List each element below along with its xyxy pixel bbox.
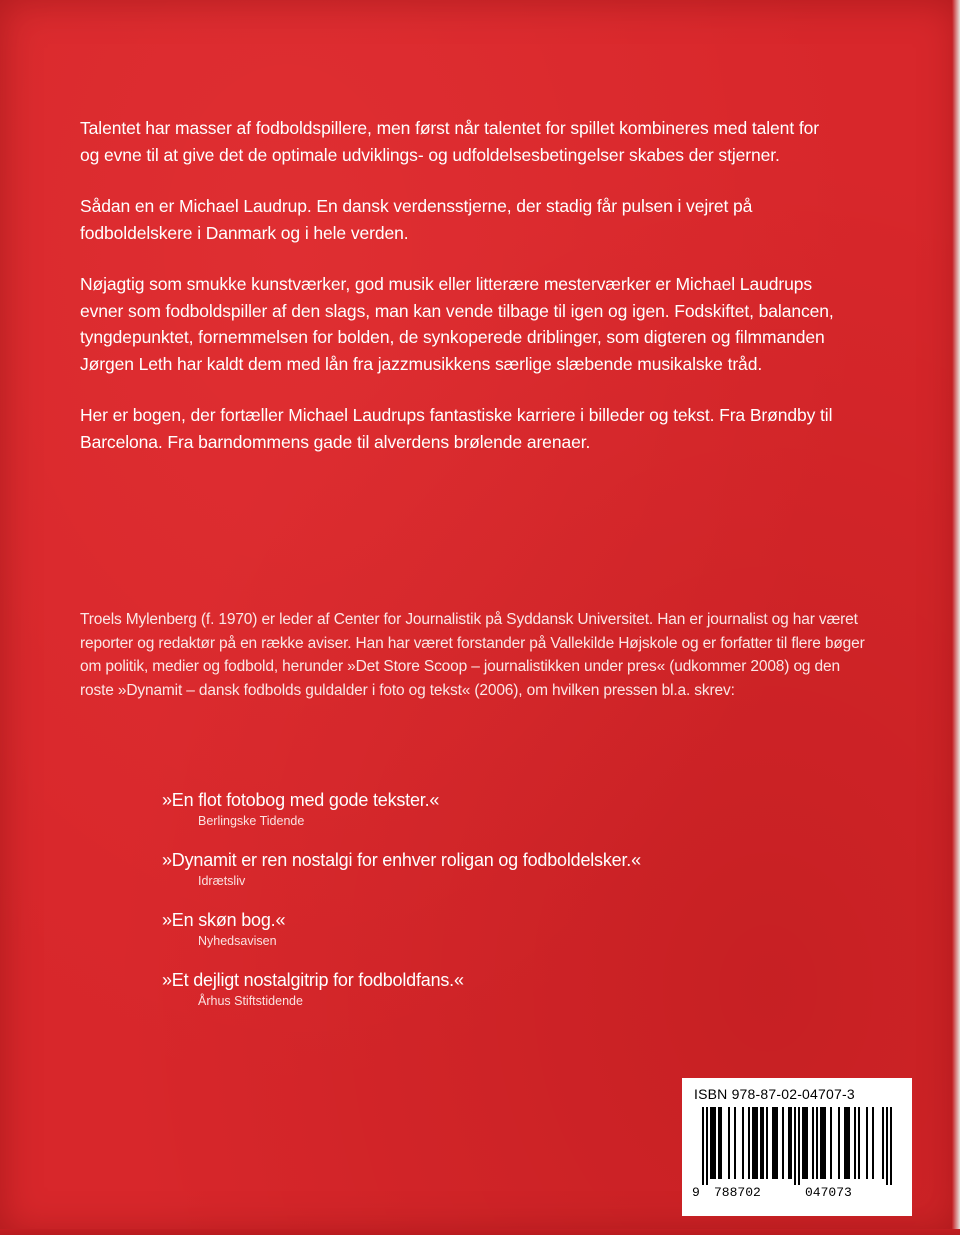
barcode-bar (772, 1107, 774, 1179)
quote-text: »Dynamit er ren nostalgi for enhver roligan og fodboldelsker.« (162, 850, 641, 870)
quote-text: »En flot fotobog med gode tekster.« (162, 790, 440, 810)
barcode-bar (824, 1107, 826, 1179)
barcode-bar (754, 1107, 756, 1179)
press-quote (162, 788, 812, 830)
barcode-bar (776, 1107, 778, 1179)
barcode-bar (760, 1107, 762, 1179)
author-bio (80, 608, 870, 702)
barcode-bar (820, 1107, 822, 1179)
barcode-bar (756, 1107, 758, 1179)
barcode-bar (866, 1107, 868, 1179)
barcode-bar (720, 1107, 722, 1179)
cover-edge (952, 0, 960, 1235)
barcode-bar (846, 1107, 848, 1179)
barcode-bar (728, 1107, 730, 1179)
press-quote (162, 848, 812, 890)
cover-edge-bottom (0, 1229, 960, 1235)
quote-source: Århus Stiftstidende (198, 994, 303, 1008)
barcode-bar (848, 1107, 850, 1179)
barcode-right-digits: 047073 (805, 1185, 852, 1200)
quote-source: Berlingske Tidende (198, 814, 305, 828)
barcode-bar (766, 1107, 768, 1179)
barcode-bar (712, 1107, 714, 1179)
barcode-left-digits: 788702 (714, 1185, 761, 1200)
barcode-bar (798, 1107, 800, 1185)
barcode-bar (794, 1107, 796, 1185)
barcode-bar (812, 1107, 814, 1179)
barcode-bar (872, 1107, 874, 1179)
barcode-bar (752, 1107, 754, 1179)
isbn-number: ISBN 978-87-02-04707-3 (694, 1086, 855, 1102)
barcode-bar (734, 1107, 736, 1179)
barcode-bar (830, 1107, 832, 1179)
barcode-bar (802, 1107, 804, 1179)
barcode-bar (838, 1107, 840, 1179)
barcode-first-digit: 9 (692, 1185, 700, 1200)
barcode-bar (748, 1107, 750, 1179)
quote-source: Nyhedsavisen (198, 934, 277, 948)
barcode-bar (806, 1107, 808, 1179)
blurb-text (80, 115, 840, 480)
quote-text: »En skøn bog.« (162, 910, 286, 930)
barcode-bar (702, 1107, 704, 1185)
barcode-bar (854, 1107, 856, 1179)
barcode-bar (742, 1107, 744, 1179)
barcode-bar (762, 1107, 764, 1179)
blurb-paragraph: Her er bogen, der fortæller Michael Laudrups fantastiske karriere i billeder og tekst. Fra Brøndby til Barcelona. Fra barndommens gade til alverdens brølende arenaer. (80, 405, 833, 452)
barcode-bar (816, 1107, 818, 1179)
barcode-bar (714, 1107, 716, 1179)
barcode-bar (804, 1107, 806, 1179)
barcode-bar (886, 1107, 888, 1185)
blurb-paragraph: Nøjagtig som smukke kunstværker, god musik eller litterære mesterværker er Michael Laudrups evner som fodboldspiller af den slags, man kan vende tilbage til igen og igen. Fodskiftet, balancen, tyngdepunktet, fornemmelsen for bolden, de synkoperede driblinger, som digteren og filmmanden Jørgen Leth har kaldt dem med lån fra jazzmusikkens særlige slæbende musikalske tråd. (80, 274, 834, 374)
barcode-bar (718, 1107, 720, 1179)
barcode-bar (788, 1107, 790, 1179)
press-quotes (162, 788, 812, 1028)
barcode-bar (822, 1107, 824, 1179)
barcode-bar (790, 1107, 792, 1179)
isbn-barcode-label (682, 1078, 912, 1216)
press-quote (162, 908, 812, 950)
barcode-bar (782, 1107, 784, 1179)
barcode-bar (706, 1107, 708, 1185)
barcode-bar (774, 1107, 776, 1179)
author-bio-text: Troels Mylenberg (f. 1970) er leder af Center for Journalistik på Syddansk Universitet. Han er journalist og har været reporter og redaktør på en række aviser. Han har været forstander på Vallekilde Højskole og er forfatter til flere bøger om politik, medier og fodbold, herunder »Det Store Scoop – journalistikken under pres« (udkommer 2008) og den roste »Dynamit – dansk fodbolds guldalder i foto og tekst« (2006), om hvilken pressen bl.a. skrev: (80, 611, 865, 699)
barcode-bar (844, 1107, 846, 1179)
barcode-bar (858, 1107, 860, 1179)
blurb-paragraph: Talentet har masser af fodboldspillere, men først når talentet for spillet kombineres med talent for og evne til at give det de optimale udviklings- og udfoldelsesbetingelser skabes der stjerner. (80, 118, 819, 165)
press-quote (162, 968, 812, 1010)
blurb-paragraph: Sådan en er Michael Laudrup. En dansk verdensstjerne, der stadig får pulsen i vejret på fodboldelskere i Danmark og i hele verden. (80, 196, 753, 243)
quote-text: »Et dejligt nostalgitrip for fodboldfans.« (162, 970, 464, 990)
barcode-bar (710, 1107, 712, 1179)
barcode-bar (890, 1107, 892, 1185)
barcode-icon (692, 1107, 902, 1185)
barcode-digits (692, 1185, 902, 1201)
barcode-bar (882, 1107, 884, 1179)
quote-source: Idrætsliv (198, 874, 246, 888)
